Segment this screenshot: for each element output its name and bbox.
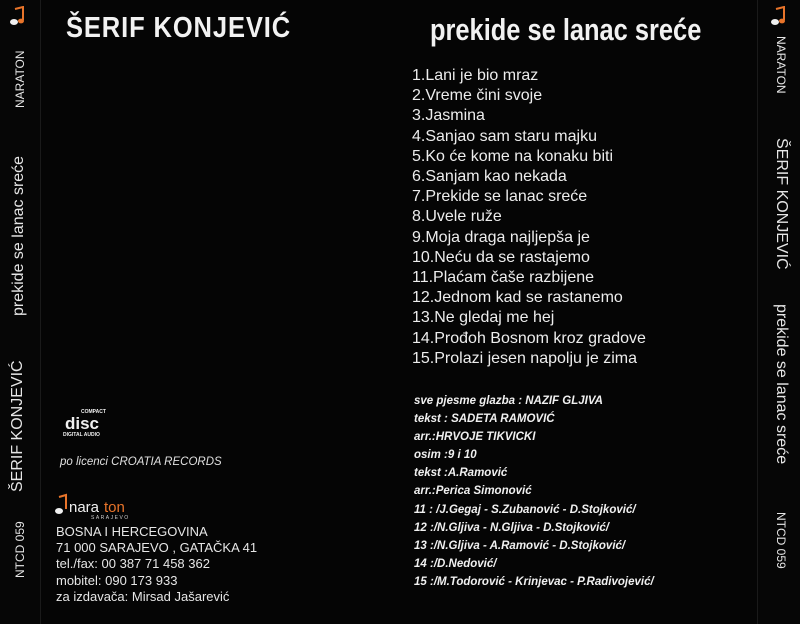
track-item: 12.Jednom kad se rastanemo xyxy=(412,289,623,307)
address-line: 71 000 SARAJEVO , GATAČKA 41 xyxy=(56,540,258,556)
address-line: za izdavača: Mirsad Jašarević xyxy=(56,588,230,604)
track-item: 3.Jasmina xyxy=(412,107,485,125)
naraton-logo-city: SARAJEVO xyxy=(91,515,130,521)
left-spine-label: NARATON xyxy=(13,50,27,108)
address-line: tel./fax: 00 387 71 458 362 xyxy=(56,556,210,572)
disc-logo-top-text: COMPACT xyxy=(81,409,106,415)
credit-line: tekst :A.Ramović xyxy=(414,467,508,480)
credit-line: 11 : /J.Gegaj - S.Zubanović - D.Stojković/ xyxy=(414,503,636,516)
credit-line: 13 :/N.Gljiva - A.Ramović - D.Stojković/ xyxy=(414,539,626,552)
naraton-logo-nara: nara xyxy=(69,499,100,516)
credit-line: arr.:Perica Simonović xyxy=(414,485,532,498)
track-item: 11.Plaćam čaše razbijene xyxy=(412,269,595,287)
track-item: 10.Neću da se rastajemo xyxy=(412,248,590,266)
track-item: 7.Prekide se lanac sreće xyxy=(412,188,588,206)
right-spine-title: prekide se lanac sreće xyxy=(773,304,790,465)
naraton-logo-ton: ton xyxy=(104,499,125,516)
credit-line: tekst : SADETA RAMOVIĆ xyxy=(414,413,555,426)
right-spine-label: NARATON xyxy=(774,36,788,94)
track-item: 15.Prolazi jesen napolju je zima xyxy=(412,349,638,367)
left-spine-catalog: NTCD 059 xyxy=(13,521,27,578)
track-item: 5.Ko će kome na konaku biti xyxy=(412,147,614,165)
naraton-note-icon xyxy=(9,6,27,28)
track-item: 4.Sanjao sam staru majku xyxy=(412,127,597,145)
licence-text: po licenci CROATIA RECORDS xyxy=(60,456,222,468)
right-spine xyxy=(757,0,800,624)
disc-logo-bottom-text: DIGITAL AUDIO xyxy=(63,432,100,438)
address-line: mobitel: 090 173 933 xyxy=(56,572,178,588)
credit-line: 12 :/N.Gljiva - N.Gljiva - D.Stojković/ xyxy=(414,521,609,534)
disc-logo-main-text: disc xyxy=(65,414,100,433)
credit-line: sve pjesme glazba : NAZIF GLJIVA xyxy=(414,395,603,407)
right-spine-catalog: NTCD 059 xyxy=(774,512,788,569)
track-item: 6.Sanjam kao nekada xyxy=(412,168,567,186)
left-spine xyxy=(0,0,41,624)
track-item: 1.Lani je bio mraz xyxy=(412,67,539,84)
address-line: BOSNA I HERCEGOVINA xyxy=(56,524,208,539)
credit-line: osim :9 i 10 xyxy=(414,449,477,462)
album-title: prekide se lanac sreće xyxy=(430,12,702,47)
naraton-logo xyxy=(55,493,155,521)
credit-line: 14 :/D.Nedović/ xyxy=(414,557,497,570)
track-item: 8.Uvele ruže xyxy=(412,208,502,226)
credit-line: 15 :/M.Todorović - Krinjevac - P.Radivojević/ xyxy=(414,575,654,588)
right-spine-artist: ŠERIF KONJEVIĆ xyxy=(773,138,790,270)
credits-list xyxy=(414,392,654,591)
left-spine-artist: ŠERIF KONJEVIĆ xyxy=(9,360,26,492)
track-item: 9.Moja draga najljepša je xyxy=(412,228,590,246)
publisher-address xyxy=(56,524,257,605)
track-list xyxy=(412,66,646,369)
compact-disc-logo xyxy=(55,405,111,439)
artist-name: ŠERIF KONJEVIĆ xyxy=(66,12,292,44)
track-item: 14.Prođoh Bosnom kroz gradove xyxy=(412,329,646,347)
track-item: 13.Ne gledaj me hej xyxy=(412,309,555,327)
credit-line: arr.:HRVOJE TIKVICKI xyxy=(414,431,536,444)
naraton-note-icon xyxy=(770,6,788,28)
left-spine-title: prekide se lanac sreće xyxy=(10,155,27,316)
track-item: 2.Vreme čini svoje xyxy=(412,87,543,105)
